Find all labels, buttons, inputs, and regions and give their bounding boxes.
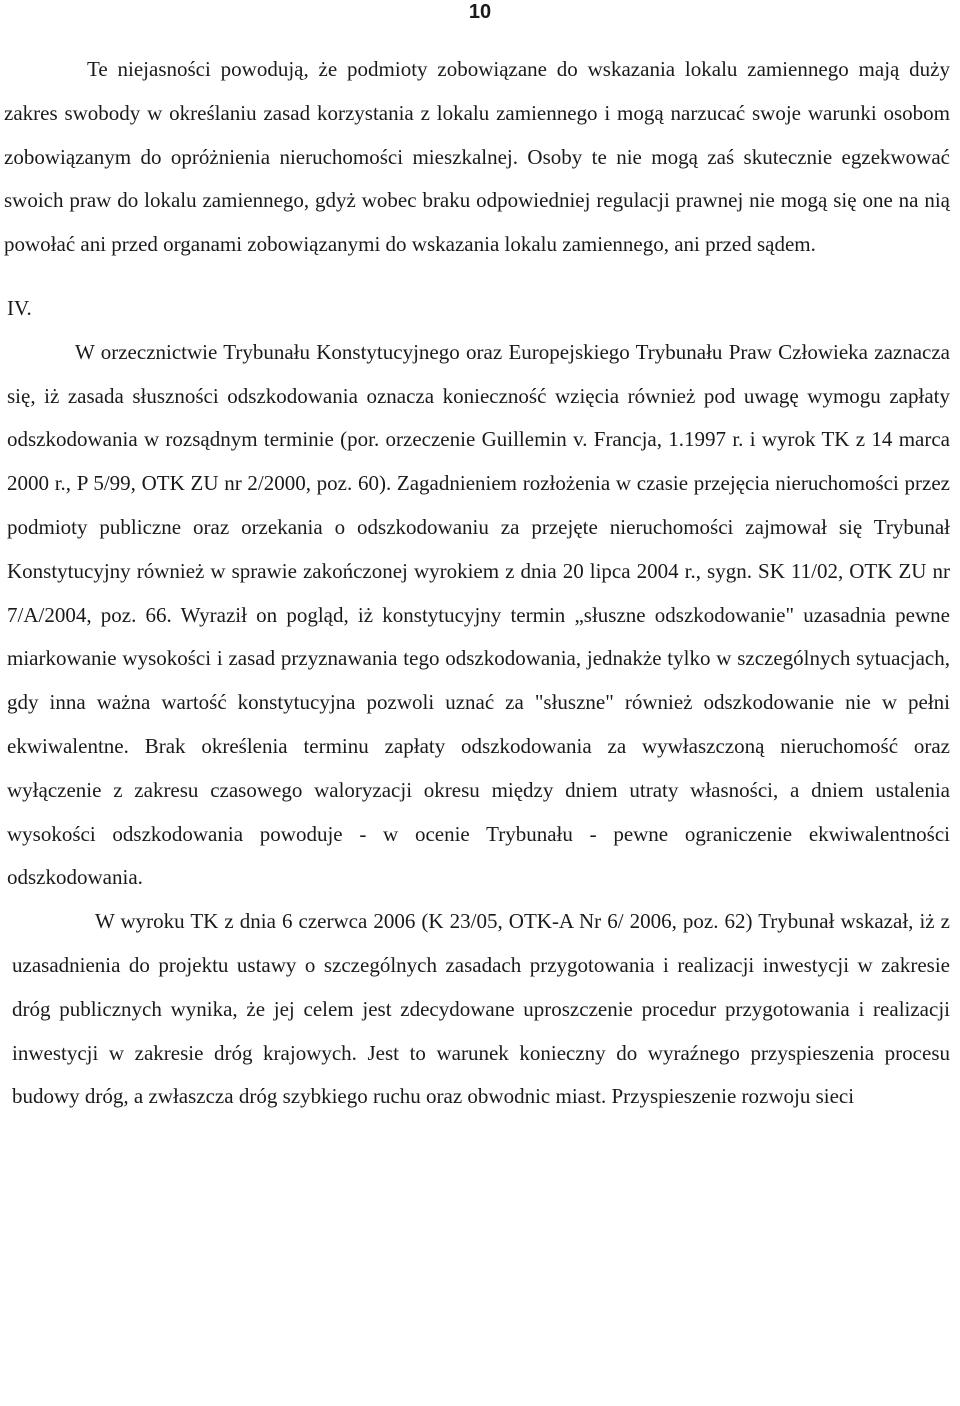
paragraph-2: W orzecznictwie Trybunału Konstytucyjnego oraz Europejskiego Trybunału Praw Człowieka zaznacza się, iż zasada słuszności odszkodowania oznacza konieczność wzięcia również pod uwagę wymogu zapłaty odszkodowania w rozsądnym terminie (por. orzeczenie Guillemin v. Francja, 1.1997 r. i wyrok TK z 14 marca 2000 r., P 5/99, OTK ZU nr 2/2000, poz. 60). Zagadnieniem rozłożenia w czasie przejęcia nieruchomości przez podmioty publiczne oraz orzekania o odszkodowaniu za przejęte nieruchomości zajmował się Trybunał Konstytucyjny również w sprawie zakończonej wyrokiem z dnia 20 lipca 2004 r., sygn. SK 11/02, OTK ZU nr 7/A/2004, poz. 66. Wyraził on pogląd, iż konstytucyjny termin „słuszne odszkodowanie" uzasadnia pewne miarkowanie wysokości i zasad przyznawania tego odszkodowania, jednakże tylko w szczególnych sytuacjach, gdy inna ważna wartość konstytucyjna pozwoli uznać za "słuszne" również odszkodowanie nie w pełni ekwiwalentne. Brak określenia terminu zapłaty odszkodowania za wywłaszczoną nieruchomość oraz wyłączenie z zakresu czasowego waloryzacji okresu między dniem utraty własności, a dniem ustalenia wysokości odszkodowania powoduje - w ocenie Trybunału - pewne ograniczenie ekwiwalentności odszkodowania. — [7, 339, 950, 890]
paragraph-3: W wyroku TK z dnia 6 czerwca 2006 (K 23/05, OTK-A Nr 6/ 2006, poz. 62) Trybunał wskazał, iż z uzasadnienia do projektu ustawy o szczególnych zasadach przygotowania i realizacji inwestycji w zakresie dróg publicznych wynika, że jej celem jest zdecydowane uproszczenie procedur przygotowania i realizacji inwestycji w zakresie dróg krajowych. Jest to warunek konieczny do wyraźnego przyspieszenia procesu budowy dróg, a zwłaszcza dróg szybkiego ruchu oraz obwodnic miast. Przyspieszenie rozwoju sieci — [12, 909, 950, 1109]
page-number: 10 — [468, 1, 492, 23]
document-body — [0, 48, 950, 1119]
section-heading: IV. — [7, 295, 32, 320]
paragraph-1: Te niejasności powodują, że podmioty zobowiązane do wskazania lokalu zamiennego mają duży zakres swobody w określaniu zasad korzystania z lokalu zamiennego i mogą narzucać swoje warunki osobom zobowiązanym do opróżnienia nieruchomości mieszkalnej. Osoby te nie mogą zaś skutecznie egzekwować swoich praw do lokalu zamiennego, gdyż wobec braku odpowiedniej regulacji prawnej nie mogą się one na nią powołać ani przed organami zobowiązanymi do wskazania lokalu zamiennego, ani przed sądem. — [4, 57, 950, 257]
